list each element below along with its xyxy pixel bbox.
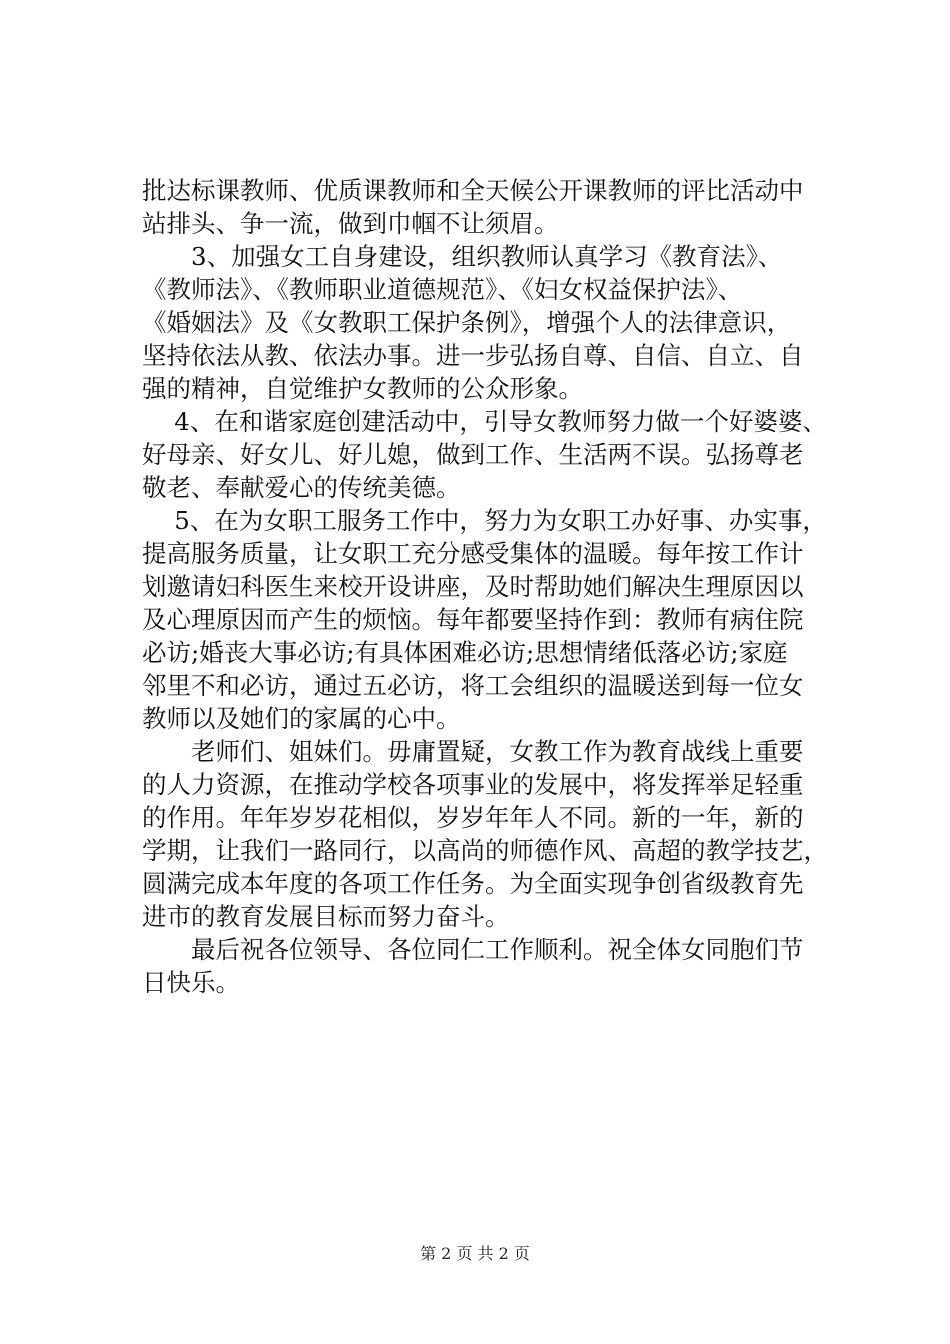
text-line: 学期，让我们一路同行，以高尚的师德作风、高超的教学技艺，	[142, 836, 828, 865]
text-line: 批达标课教师、优质课教师和全天候公开课教师的评比活动中	[142, 176, 804, 205]
text-line: 日快乐。	[142, 968, 240, 997]
text-line: 划邀请妇科医生来校开设讲座，及时帮助她们解决生理原因以	[142, 572, 804, 601]
document-body	[142, 174, 832, 999]
text-line: 提高服务质量，让女职工充分感受集体的温暖。每年按工作计	[142, 539, 804, 568]
page-footer	[0, 1243, 950, 1265]
text-line: 最后祝各位领导、各位同仁工作顺利。祝全体女同胞们节	[142, 935, 804, 964]
text-line: 坚持依法从教、依法办事。进一步弘扬自尊、自信、自立、自	[142, 341, 804, 370]
text-line: 的作用。年年岁岁花相似，岁岁年年人不同。新的一年，新的	[142, 803, 804, 832]
text-line: 站排头、争一流，做到巾帼不让须眉。	[142, 209, 559, 238]
text-line: 3、加强女工自身建设，组织教师认真学习《教育法》、	[142, 242, 783, 271]
text-line: 5、在为女职工服务工作中，努力为女职工办好事、办实事，	[142, 506, 827, 535]
text-line: 的人力资源，在推动学校各项事业的发展中，将发挥举足轻重	[142, 770, 804, 799]
text-line: 教师以及她们的家属的心中。	[142, 704, 461, 733]
text-line: 进市的教育发展目标而努力奋斗。	[142, 902, 510, 931]
text-line: 圆满完成本年度的各项工作任务。为全面实现争创省级教育先	[142, 869, 804, 898]
text-line: 4、在和谐家庭创建活动中，引导女教师努力做一个好婆婆、	[142, 407, 827, 436]
text-line: 强的精神，自觉维护女教师的公众形象。	[142, 374, 583, 403]
text-line: 敬老、奉献爱心的传统美德。	[142, 473, 461, 502]
text-line: 《教师法》、《教师职业道德规范》、《妇女权益保护法》、	[142, 275, 743, 304]
text-line: 必访;婚丧大事必访;有具体困难必访;思想情绪低落必访;家庭	[142, 638, 788, 667]
text-line: 老师们、姐妹们。毋庸置疑，女教工作为教育战线上重要	[142, 737, 804, 766]
text-line: 《婚姻法》及《女教职工保护条例》，增强个人的法律意识，	[142, 308, 792, 337]
text-line: 邻里不和必访，通过五必访，将工会组织的温暖送到每一位女	[142, 671, 804, 700]
text-line: 好母亲、好女儿、好儿媳，做到工作、生活两不误。弘扬尊老	[142, 440, 804, 469]
page-number-label: 第 2 页 共 2 页	[420, 1244, 530, 1263]
text-line: 及心理原因而产生的烦恼。每年都要坚持作到：教师有病住院	[142, 605, 804, 634]
